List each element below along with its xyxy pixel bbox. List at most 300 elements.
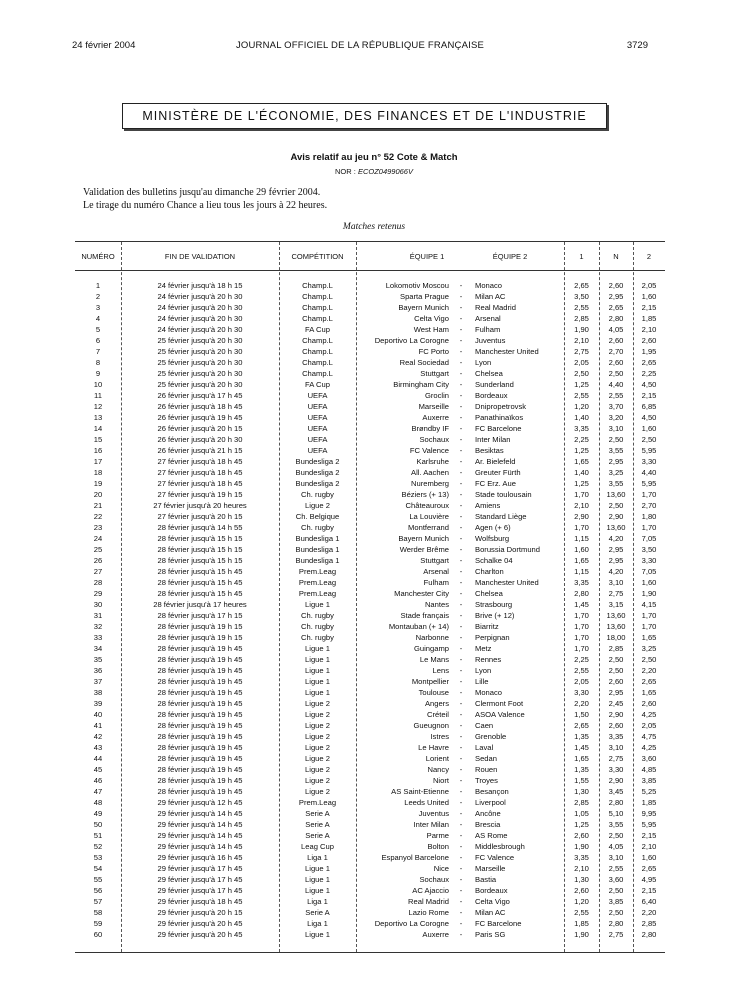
row-team1: Stuttgart (420, 556, 449, 565)
row-team2: Chelsea (475, 589, 503, 598)
row-odds-2: 3,30 (641, 457, 657, 466)
row-competition: FA Cup (305, 325, 330, 334)
row-team1: Auxerre (422, 413, 449, 422)
row-odds-1: 2,90 (574, 512, 589, 521)
row-number: 11 (94, 391, 102, 400)
row-odds-n: 4,20 (608, 567, 624, 576)
row-odds-n: 2,95 (608, 688, 624, 697)
row-competition: Liga 1 (307, 897, 328, 906)
row-team2: Caen (475, 721, 494, 730)
row-competition: UEFA (307, 413, 328, 422)
table-row (75, 544, 665, 555)
row-team2: Brive (+ 12) (475, 611, 515, 620)
row-odds-n: 2,95 (608, 556, 624, 565)
row-number: 16 (93, 446, 103, 455)
row-validation: 28 février jusqu'à 17 heures (153, 600, 247, 609)
row-competition: Serie A (305, 820, 330, 829)
row-team1: Bayern Munich (398, 303, 449, 312)
row-team2: Bordeaux (475, 391, 508, 400)
row-number: 48 (93, 798, 103, 807)
row-team2: Wolfsburg (475, 534, 510, 543)
table-row (75, 874, 665, 885)
table-row (75, 610, 665, 621)
table-row (75, 709, 665, 720)
table-row (75, 313, 665, 324)
table-row (75, 390, 665, 401)
row-competition: Prem.Leag (298, 567, 337, 576)
table-row (75, 445, 665, 456)
row-team2: FC Barcelone (475, 424, 522, 433)
row-team2: Dnipropetrovsk (475, 402, 527, 411)
row-competition: Ligue 1 (305, 864, 330, 873)
row-number: 20 (93, 490, 103, 499)
row-team2: Manchester United (475, 347, 539, 356)
row-number: 42 (93, 732, 103, 741)
dash-separator: - (459, 347, 463, 356)
row-team1: Montferrand (408, 523, 449, 532)
dash-separator: - (459, 380, 463, 389)
row-team2: Ar. Bielefeld (475, 457, 516, 466)
row-number: 56 (93, 886, 103, 895)
dash-separator: - (459, 534, 463, 543)
row-team1: Angers (424, 699, 449, 708)
row-odds-2: 3,50 (641, 545, 657, 554)
row-odds-n: 13,60 (606, 523, 626, 532)
row-team2: Milan AC (475, 292, 506, 301)
row-team2: Agen (+ 6) (475, 523, 511, 532)
row-validation: 28 février jusqu'à 15 h 15 (157, 534, 243, 543)
row-team1: All. Aachen (411, 468, 449, 477)
row-odds-n: 4,40 (608, 380, 624, 389)
row-validation: 29 février jusqu'à 14 h 45 (157, 820, 243, 829)
row-team2: FC Erz. Aue (475, 479, 516, 488)
row-number: 50 (93, 820, 103, 829)
row-competition: Bundesliga 2 (295, 457, 340, 466)
row-odds-2: 1,70 (641, 611, 657, 620)
row-odds-n: 2,80 (608, 314, 624, 323)
row-team2: Laval (475, 743, 494, 752)
row-odds-2: 9,95 (641, 809, 657, 818)
row-team1: Bayern Munich (398, 534, 449, 543)
row-odds-2: 4,25 (641, 710, 657, 719)
row-validation: 28 février jusqu'à 19 h 45 (157, 699, 243, 708)
row-team2: AS Rome (475, 831, 508, 840)
dash-separator: - (459, 831, 463, 840)
row-odds-1: 1,45 (574, 743, 589, 752)
table-row (75, 423, 665, 434)
row-team1: Lorient (425, 754, 449, 763)
row-validation: 24 février jusqu'à 20 h 30 (157, 314, 243, 323)
row-odds-1: 1,25 (574, 380, 589, 389)
col-equipe1: ÉQUIPE 1 (409, 252, 445, 261)
row-odds-2: 1,70 (641, 523, 657, 532)
row-validation: 28 février jusqu'à 19 h 15 (157, 633, 243, 642)
table-row (75, 346, 665, 357)
row-odds-n: 2,75 (608, 589, 624, 598)
row-odds-1: 1,25 (574, 479, 589, 488)
dash-separator: - (459, 710, 463, 719)
row-odds-n: 4,05 (608, 842, 624, 851)
row-competition: Ligue 1 (305, 644, 330, 653)
row-number: 40 (93, 710, 103, 719)
dash-separator: - (459, 677, 463, 686)
row-odds-2: 1,60 (641, 578, 657, 587)
row-competition: Bundesliga 1 (295, 534, 340, 543)
row-odds-1: 1,30 (574, 875, 589, 884)
row-odds-1: 1,35 (574, 732, 589, 741)
row-odds-n: 3,10 (608, 424, 624, 433)
row-odds-2: 3,60 (641, 754, 657, 763)
col-cote-n: N (613, 252, 619, 261)
row-team1: Birmingham City (393, 380, 449, 389)
row-odds-2: 1,60 (641, 853, 657, 862)
row-odds-2: 2,70 (641, 501, 657, 510)
table-row (75, 368, 665, 379)
row-team2: Bastia (475, 875, 497, 884)
dash-separator: - (459, 424, 463, 433)
dash-separator: - (459, 908, 463, 917)
row-team1: Créteil (427, 710, 449, 719)
row-number: 45 (93, 765, 103, 774)
row-odds-2: 2,65 (641, 358, 657, 367)
dash-separator: - (459, 633, 463, 642)
dash-separator: - (459, 556, 463, 565)
row-odds-1: 2,05 (574, 358, 589, 367)
row-validation: 26 février jusqu'à 21 h 15 (157, 446, 243, 455)
row-odds-1: 2,60 (574, 831, 589, 840)
row-odds-1: 2,85 (574, 314, 589, 323)
col-fin-validation: FIN DE VALIDATION (164, 252, 236, 261)
row-team1: Arsenal (423, 567, 449, 576)
dash-separator: - (459, 281, 463, 290)
row-odds-2: 6,85 (641, 402, 657, 411)
table-row (75, 379, 665, 390)
row-team1: Real Sociedad (399, 358, 449, 367)
row-competition: FA Cup (305, 380, 330, 389)
row-team2: Rouen (475, 765, 498, 774)
row-odds-n: 3,30 (608, 765, 624, 774)
row-odds-n: 2,50 (608, 501, 624, 510)
row-validation: 27 février jusqu'à 20 heures (153, 501, 247, 510)
table-row (75, 511, 665, 522)
table-row (75, 665, 665, 676)
row-odds-n: 2,60 (608, 281, 624, 290)
row-odds-n: 2,90 (608, 710, 624, 719)
row-odds-2: 1,60 (641, 424, 657, 433)
dash-separator: - (459, 842, 463, 851)
table-row (75, 489, 665, 500)
row-validation: 29 février jusqu'à 18 h 45 (157, 897, 243, 906)
row-odds-1: 1,40 (574, 468, 589, 477)
row-odds-n: 2,65 (608, 303, 624, 312)
row-odds-1: 1,50 (574, 710, 589, 719)
row-odds-1: 2,55 (574, 908, 589, 917)
row-odds-2: 2,65 (641, 864, 657, 873)
row-validation: 28 février jusqu'à 19 h 45 (157, 677, 243, 686)
row-competition: Serie A (305, 831, 330, 840)
row-team1: Marseille (418, 402, 449, 411)
row-team1: Deportivo La Corogne (374, 919, 449, 928)
row-competition: Ch. Belgique (295, 512, 340, 521)
row-team1: Parme (426, 831, 449, 840)
dash-separator: - (459, 886, 463, 895)
row-team2: Besançon (475, 787, 509, 796)
row-validation: 28 février jusqu'à 15 h 45 (157, 578, 243, 587)
row-competition: Bundesliga 2 (295, 468, 340, 477)
row-team1: Stuttgart (420, 369, 449, 378)
table-row (75, 632, 665, 643)
table-row (75, 434, 665, 445)
row-team2: Standard Liège (475, 512, 527, 521)
row-number: 7 (95, 347, 101, 356)
dash-separator: - (459, 776, 463, 785)
row-number: 31 (93, 611, 103, 620)
row-validation: 27 février jusqu'à 18 h 45 (157, 479, 243, 488)
row-odds-2: 3,85 (641, 776, 657, 785)
row-team2: Strasbourg (475, 600, 513, 609)
row-validation: 27 février jusqu'à 18 h 45 (157, 457, 243, 466)
dash-separator: - (459, 303, 463, 312)
row-number: 30 (93, 600, 103, 609)
table-row (75, 577, 665, 588)
row-number: 52 (93, 842, 103, 851)
table-row (75, 797, 665, 808)
row-odds-n: 5,10 (608, 809, 624, 818)
row-competition: Ligue 2 (305, 765, 330, 774)
row-validation: 29 février jusqu'à 12 h 45 (157, 798, 243, 807)
row-number: 15 (93, 435, 103, 444)
dash-separator: - (459, 358, 463, 367)
row-team1: FC Valence (409, 446, 449, 455)
dash-separator: - (459, 589, 463, 598)
dash-separator: - (459, 743, 463, 752)
row-competition: UEFA (307, 402, 328, 411)
row-odds-1: 1,35 (574, 765, 589, 774)
col-competition: COMPÉTITION (291, 252, 344, 261)
row-odds-2: 1,70 (641, 622, 657, 631)
row-competition: Liga 1 (307, 919, 328, 928)
row-competition: Ligue 2 (305, 710, 330, 719)
row-number: 46 (93, 776, 103, 785)
dash-separator: - (459, 479, 463, 488)
row-odds-2: 5,95 (641, 446, 657, 455)
row-validation: 28 février jusqu'à 19 h 45 (157, 776, 243, 785)
row-team2: Middlesbrough (475, 842, 525, 851)
table-row (75, 621, 665, 632)
row-team1: Lens (432, 666, 449, 675)
row-odds-2: 2,10 (641, 325, 657, 334)
row-team2: Brescia (475, 820, 501, 829)
nor-line (0, 167, 748, 176)
row-validation: 28 février jusqu'à 14 h 55 (157, 523, 243, 532)
row-competition: UEFA (307, 391, 328, 400)
row-team1: Stade français (400, 611, 449, 620)
col-cote-2: 2 (646, 252, 652, 261)
row-odds-n: 2,60 (608, 677, 624, 686)
table-row (75, 929, 665, 940)
dash-separator: - (459, 314, 463, 323)
row-validation: 29 février jusqu'à 20 h 45 (157, 930, 243, 939)
row-team1: Guingamp (413, 644, 449, 653)
row-validation: 28 février jusqu'à 19 h 15 (157, 622, 243, 631)
table-row (75, 742, 665, 753)
row-odds-2: 2,50 (641, 655, 657, 664)
table-row (75, 500, 665, 511)
intro-line-1: Validation des bulletins jusqu'au dimanche 29 février 2004. (83, 187, 321, 198)
table-row (75, 302, 665, 313)
dash-separator: - (459, 501, 463, 510)
row-validation: 29 février jusqu'à 14 h 45 (157, 842, 243, 851)
row-odds-n: 2,60 (608, 358, 624, 367)
dash-separator: - (459, 699, 463, 708)
row-team1: Béziers (+ 13) (401, 490, 449, 499)
row-team1: Narbonne (415, 633, 449, 642)
row-odds-1: 2,55 (574, 666, 589, 675)
row-competition: UEFA (307, 446, 328, 455)
row-odds-2: 2,80 (641, 930, 657, 939)
row-odds-2: 2,20 (641, 908, 657, 917)
row-number: 2 (95, 292, 101, 301)
matches-title: Matches retenus (342, 222, 406, 232)
row-number: 49 (93, 809, 103, 818)
row-team2: Marseille (475, 864, 506, 873)
row-odds-1: 2,55 (574, 303, 589, 312)
dash-separator: - (459, 919, 463, 928)
dash-separator: - (459, 721, 463, 730)
row-odds-2: 4,25 (641, 743, 657, 752)
row-number: 39 (93, 699, 103, 708)
row-team1: Nice (433, 864, 449, 873)
row-odds-1: 1,65 (574, 754, 589, 763)
row-number: 59 (93, 919, 103, 928)
row-odds-2: 4,50 (641, 413, 657, 422)
row-validation: 26 février jusqu'à 18 h 45 (157, 402, 243, 411)
row-competition: Ligue 2 (305, 501, 330, 510)
row-number: 9 (95, 369, 101, 378)
row-validation: 28 février jusqu'à 19 h 45 (157, 765, 243, 774)
row-team2: Lille (475, 677, 489, 686)
row-odds-n: 2,60 (608, 721, 624, 730)
row-odds-2: 7,05 (641, 567, 657, 576)
row-number: 43 (93, 743, 103, 752)
table-row (75, 555, 665, 566)
row-odds-n: 2,50 (608, 886, 624, 895)
notice-title: Avis relatif au jeu n° 52 Cote & Match (290, 152, 458, 163)
row-number: 32 (93, 622, 103, 631)
row-team1: Toulouse (418, 688, 449, 697)
row-team2: Stade toulousain (475, 490, 532, 499)
row-team1: Espanyol Barcelone (381, 853, 449, 862)
row-odds-1: 2,10 (574, 336, 589, 345)
row-validation: 27 février jusqu'à 18 h 45 (157, 468, 243, 477)
row-validation: 28 février jusqu'à 15 h 15 (157, 556, 243, 565)
row-validation: 26 février jusqu'à 19 h 45 (157, 413, 243, 422)
row-competition: Ligue 1 (305, 677, 330, 686)
dash-separator: - (459, 875, 463, 884)
row-competition: Ligue 2 (305, 776, 330, 785)
row-team1: Inter Milan (413, 820, 449, 829)
row-team1: Montauban (+ 14) (388, 622, 449, 631)
header-date: 24 février 2004 (72, 40, 136, 51)
row-odds-1: 1,85 (574, 919, 589, 928)
dash-separator: - (459, 655, 463, 664)
row-team1: Gueugnon (413, 721, 449, 730)
row-number: 54 (93, 864, 103, 873)
row-competition: Ligue 2 (305, 754, 330, 763)
row-competition: Ligue 2 (305, 787, 330, 796)
table-row (75, 764, 665, 775)
row-odds-n: 3,55 (608, 820, 624, 829)
dash-separator: - (459, 369, 463, 378)
row-odds-1: 1,70 (574, 611, 589, 620)
row-validation: 25 février jusqu'à 20 h 30 (157, 369, 243, 378)
table-row (75, 467, 665, 478)
row-odds-n: 3,25 (608, 468, 624, 477)
row-odds-1: 2,75 (574, 347, 589, 356)
row-team2: Rennes (475, 655, 502, 664)
row-odds-n: 2,95 (608, 457, 624, 466)
row-odds-n: 4,20 (608, 534, 624, 543)
row-team2: Panathinaïkos (475, 413, 524, 422)
row-odds-1: 1,30 (574, 787, 589, 796)
row-competition: Ligue 2 (305, 699, 330, 708)
row-competition: UEFA (307, 424, 328, 433)
table-row (75, 335, 665, 346)
row-validation: 29 février jusqu'à 20 h 15 (157, 908, 243, 917)
table-row (75, 786, 665, 797)
row-odds-n: 13,60 (606, 622, 626, 631)
dash-separator: - (459, 930, 463, 939)
row-validation: 28 février jusqu'à 19 h 45 (157, 710, 243, 719)
row-team2: Monaco (475, 688, 503, 697)
row-team1: Brøndby IF (411, 424, 449, 433)
row-odds-n: 2,60 (608, 336, 624, 345)
row-competition: Prem.Leag (298, 798, 337, 807)
dash-separator: - (459, 732, 463, 741)
row-odds-2: 2,05 (641, 281, 657, 290)
row-odds-n: 3,20 (608, 413, 624, 422)
dash-separator: - (459, 897, 463, 906)
row-odds-2: 2,05 (641, 721, 657, 730)
page-number: 3729 (626, 40, 648, 51)
row-team2: Greuter Fürth (475, 468, 521, 477)
row-competition: Ligue 1 (305, 875, 330, 884)
row-team1: Werder Brême (399, 545, 449, 554)
row-odds-2: 2,15 (641, 831, 657, 840)
row-odds-n: 2,90 (608, 776, 624, 785)
row-odds-n: 3,55 (608, 479, 624, 488)
row-odds-1: 1,70 (574, 633, 589, 642)
row-team2: Arsenal (475, 314, 501, 323)
dash-separator: - (459, 809, 463, 818)
row-odds-n: 18,00 (606, 633, 626, 642)
row-odds-1: 1,15 (574, 534, 589, 543)
row-team2: Milan AC (475, 908, 506, 917)
row-competition: Ligue 1 (305, 688, 330, 697)
dash-separator: - (459, 512, 463, 521)
row-team1: Deportivo La Corogne (374, 336, 449, 345)
row-team1: FC Porto (418, 347, 449, 356)
row-competition: Ch. rugby (301, 611, 334, 620)
row-odds-2: 2,60 (641, 336, 657, 345)
row-validation: 26 février jusqu'à 20 h 30 (157, 435, 243, 444)
row-team1: Montpellier (411, 677, 449, 686)
row-odds-2: 3,30 (641, 556, 657, 565)
intro-line-2: Le tirage du numéro Chance a lieu tous les jours à 22 heures. (83, 200, 328, 211)
row-team1: Sochaux (419, 435, 449, 444)
dash-separator: - (459, 787, 463, 796)
row-validation: 26 février jusqu'à 17 h 45 (157, 391, 243, 400)
